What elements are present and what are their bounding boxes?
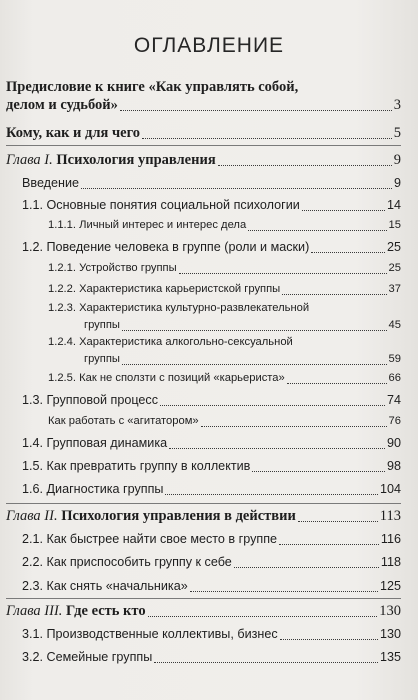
page-number: 130 [379, 627, 401, 641]
toc-entry-title: 3.1. Производственные коллективы, бизнес [22, 627, 278, 641]
dot-leader [190, 590, 378, 592]
toc-entry-title [6, 507, 296, 525]
dot-leader [169, 447, 385, 449]
toc-entry-title [6, 602, 146, 620]
toc-entry-title: группы [84, 319, 120, 331]
toc-entry-2-2 [22, 553, 401, 571]
page-number: 118 [380, 555, 401, 569]
dot-leader [282, 293, 386, 295]
chapter-name: Где есть кто [66, 603, 146, 619]
toc-entry-title: 2.1. Как быстрее найти свое место в группе [22, 532, 278, 546]
toc-entry-1-4 [22, 434, 401, 452]
toc-entry-3-2 [22, 648, 401, 666]
toc-entry-1-6 [22, 480, 401, 498]
toc-entry-1-2 [22, 238, 401, 256]
page-number: 14 [386, 198, 401, 212]
toc-entry-title: 1.1. Основные понятия социальной психологии [22, 198, 300, 212]
toc-entry-title: Как работать с «агитатором» [48, 415, 199, 427]
toc-entry-1-1 [22, 196, 401, 214]
divider-line [6, 503, 401, 504]
toc-entry-title: 1.5. Как превратить группу в коллектив [22, 459, 251, 473]
dot-leader [160, 404, 385, 406]
toc-entry-1-3 [22, 391, 401, 409]
page-number: 9 [393, 176, 401, 190]
dot-leader [218, 164, 392, 166]
dot-leader [279, 543, 379, 545]
page-number: 74 [386, 393, 401, 407]
dot-leader [122, 329, 387, 331]
page-number: 45 [388, 319, 401, 331]
toc-entry-preface [6, 96, 401, 114]
toc-entry-1-2-4-line1: 1.2.4. Характеристика алкогольно-сексуальной [48, 336, 293, 348]
page-number: 59 [388, 353, 401, 365]
dot-leader [287, 382, 387, 384]
page-number: 130 [379, 603, 401, 619]
chapter-label: Глава III. [6, 603, 63, 619]
toc-entry-intro [22, 174, 401, 192]
dot-leader [280, 638, 378, 640]
toc-entry-title [6, 151, 216, 169]
divider-line [6, 145, 401, 146]
chapter-label: Глава II. [6, 508, 58, 524]
toc-entry-1-5 [22, 457, 401, 475]
page-number: 98 [386, 459, 401, 473]
dot-leader [165, 493, 378, 495]
dot-leader [81, 187, 392, 189]
toc-entry-title: Введение [22, 176, 80, 190]
page-number: 37 [388, 283, 401, 295]
page-number: 135 [379, 650, 401, 664]
page-number: 5 [393, 125, 401, 141]
toc-chapter-2 [6, 507, 401, 525]
dot-leader [311, 251, 385, 253]
page-number: 66 [388, 372, 401, 384]
toc-entry-title: 2.3. Как снять «начальника» [22, 579, 188, 593]
dot-leader [120, 109, 392, 111]
dot-leader [154, 661, 378, 663]
toc-entry-title: 1.4. Групповая динамика [22, 436, 168, 450]
toc-entry-3-1 [22, 625, 401, 643]
toc-entry-title: 1.2.2. Характеристика карьеристской группы [48, 283, 281, 295]
toc-entry-title: Кому, как и для чего [6, 125, 141, 141]
toc-entry-1-2-3-line1: 1.2.3. Характеристика культурно-развлекательной [48, 302, 310, 314]
dot-leader [234, 566, 379, 568]
chapter-name: Психология управления в действии [61, 508, 296, 524]
toc-entry-title: группы [84, 353, 120, 365]
toc-entry-1-2-5 [48, 369, 401, 387]
toc-entry-title: 2.2. Как приспособить группу к себе [22, 555, 232, 569]
toc-entry-1-2-2 [48, 280, 401, 298]
toc-entry-1-2-1 [48, 259, 401, 277]
chapter-label: Глава I. [6, 152, 53, 168]
dot-leader [248, 229, 386, 231]
toc-entry-title: 1.6. Диагностика группы [22, 482, 164, 496]
toc-entry-title: 1.2. Поведение человека в группе (роли и маски) [22, 240, 310, 254]
toc-chapter-1 [6, 151, 401, 169]
toc-entry-2-1 [22, 530, 401, 548]
toc-entry-preface-line1: Предисловие к книге «Как управлять собой, [6, 79, 299, 95]
toc-entry-title: 1.1.1. Личный интерес и интерес дела [48, 219, 247, 231]
page-number: 9 [393, 152, 401, 168]
toc-entry-1-2-4 [48, 350, 401, 368]
toc-entry-title: делом и судьбой» [6, 97, 118, 113]
page-number: 76 [388, 415, 401, 427]
toc-entry-title: 1.2.5. Как не сползти с позиций «карьериста» [48, 372, 285, 384]
toc-entry-whom [6, 124, 401, 142]
dot-leader [122, 363, 387, 365]
toc-entry-title: 1.3. Групповой процесс [22, 393, 159, 407]
page-number: 125 [379, 579, 401, 593]
dot-leader [179, 272, 387, 274]
page-number: 25 [388, 262, 401, 274]
toc-entry-2-3 [22, 577, 401, 595]
toc-entry-title: 3.2. Семейные группы [22, 650, 153, 664]
page-number: 15 [388, 219, 401, 231]
toc-chapter-3 [6, 602, 401, 620]
toc-entry-1-2-3 [48, 316, 401, 334]
toc-entry-title: 1.2.1. Устройство группы [48, 262, 177, 274]
page-number: 113 [379, 508, 401, 524]
dot-leader [148, 615, 378, 617]
dot-leader [302, 209, 385, 211]
page-number: 25 [386, 240, 401, 254]
page-number: 90 [386, 436, 401, 450]
dot-leader [201, 425, 387, 427]
page-number: 104 [379, 482, 401, 496]
page-title: ОГЛАВЛЕНИЕ [133, 34, 285, 57]
dot-leader [298, 520, 378, 522]
toc-entry-agitator [48, 412, 401, 430]
divider-line [6, 598, 401, 599]
dot-leader [252, 470, 385, 472]
dot-leader [142, 137, 392, 139]
chapter-name: Психология управления [56, 152, 216, 168]
page-number: 116 [380, 532, 401, 546]
page-number: 3 [393, 97, 401, 113]
toc-entry-1-1-1 [48, 216, 401, 234]
